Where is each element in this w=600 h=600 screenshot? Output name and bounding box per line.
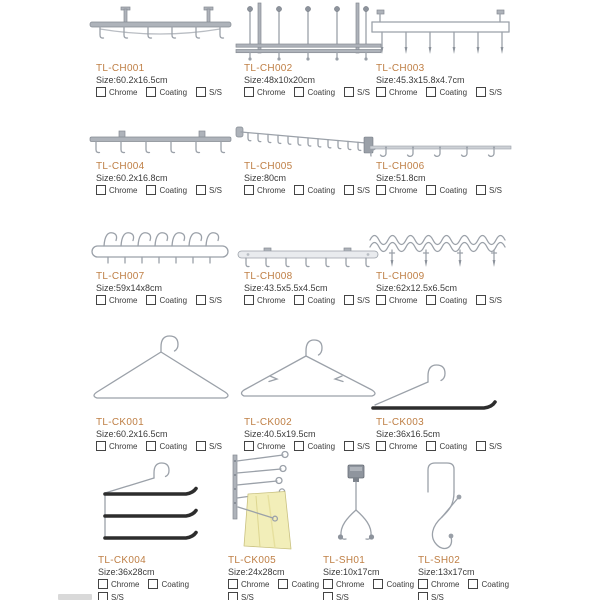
option-label: Chrome — [257, 185, 286, 195]
wire-clothes-hanger-image — [88, 326, 238, 416]
option-label: Chrome — [431, 579, 460, 589]
product-code: TL-CH001 — [96, 63, 145, 74]
product-code: TL-CH002 — [244, 63, 293, 74]
bar-rail-6-hooks-image — [88, 116, 238, 160]
option-ss[interactable] — [476, 87, 502, 97]
option-chrome[interactable] — [323, 579, 364, 589]
option-label: Coating — [161, 579, 190, 589]
checkbox-coating[interactable] — [294, 295, 304, 305]
product-size: Size:51.8cm — [376, 173, 426, 183]
checkbox-ss[interactable] — [476, 295, 486, 305]
notched-wire-hanger-image — [236, 326, 386, 416]
finish-options — [228, 579, 320, 600]
option-label: Chrome — [389, 441, 418, 451]
option-chrome[interactable] — [98, 579, 139, 589]
option-label: Coating — [439, 441, 468, 451]
option-label: Coating — [439, 87, 468, 97]
checkbox-chrome[interactable] — [96, 185, 106, 195]
zigzag-wire-rack-image — [368, 214, 518, 270]
product-size: Size:43.5x5.5x4.5cm — [244, 283, 328, 293]
option-ss[interactable] — [344, 295, 370, 305]
checkbox-coating[interactable] — [468, 579, 478, 589]
finish-options — [98, 579, 208, 600]
finish-options — [96, 185, 238, 195]
option-ss[interactable] — [476, 185, 502, 195]
option-chrome[interactable] — [96, 87, 137, 97]
option-label: S/S — [489, 87, 502, 97]
product-card-tl-sh01 — [315, 448, 415, 600]
product-code: TL-CH005 — [244, 161, 293, 172]
option-label: Coating — [159, 295, 188, 305]
option-chrome[interactable] — [228, 579, 269, 589]
scan-artifact — [58, 594, 92, 600]
checkbox-chrome[interactable] — [244, 185, 254, 195]
option-coating[interactable] — [278, 579, 319, 589]
option-label: S/S — [209, 185, 222, 195]
pants-hanger-3-bars-image — [90, 448, 208, 554]
finish-options — [376, 295, 518, 305]
over-door-rail-6-hooks-image — [88, 6, 238, 62]
finish-options — [376, 185, 518, 195]
product-size: Size:48x10x20cm — [244, 75, 316, 85]
option-label: S/S — [431, 592, 444, 600]
over-door-s-hook-image — [410, 448, 510, 554]
checkbox-coating[interactable] — [146, 295, 156, 305]
option-label: Coating — [159, 441, 188, 451]
product-card-tl-ch008 — [236, 214, 386, 305]
checkbox-coating[interactable] — [294, 185, 304, 195]
checkbox-ss[interactable] — [196, 295, 206, 305]
finish-options — [96, 87, 238, 97]
checkbox-ss[interactable] — [228, 592, 238, 600]
checkbox-chrome[interactable] — [96, 295, 106, 305]
product-code: TL-CH009 — [376, 271, 425, 282]
product-size: Size:36x16.5cm — [376, 429, 441, 439]
checkbox-coating[interactable] — [146, 185, 156, 195]
option-ss[interactable] — [344, 87, 370, 97]
option-coating[interactable] — [148, 579, 189, 589]
option-label: S/S — [336, 592, 349, 600]
option-chrome[interactable] — [96, 185, 137, 195]
option-label: Chrome — [257, 87, 286, 97]
finish-options — [244, 87, 386, 97]
option-ss[interactable] — [196, 185, 222, 195]
product-size: Size:59x14x8cm — [96, 283, 163, 293]
option-chrome[interactable] — [244, 87, 285, 97]
checkbox-ss[interactable] — [196, 87, 206, 97]
option-label: S/S — [357, 295, 370, 305]
flat-rail-7-hooks-image — [236, 214, 386, 270]
option-label: S/S — [357, 87, 370, 97]
option-coating[interactable] — [468, 579, 509, 589]
checkbox-chrome[interactable] — [98, 579, 108, 589]
product-code: TL-SH01 — [323, 555, 366, 566]
option-label: S/S — [489, 441, 502, 451]
option-label: S/S — [209, 295, 222, 305]
option-label: Coating — [307, 295, 336, 305]
checkbox-coating[interactable] — [373, 579, 383, 589]
checkbox-chrome[interactable] — [244, 87, 254, 97]
option-label: Chrome — [389, 185, 418, 195]
option-label: Chrome — [241, 579, 270, 589]
product-size: Size:80cm — [244, 173, 287, 183]
product-size: Size:60.2x16.5cm — [96, 429, 168, 439]
checkbox-chrome[interactable] — [96, 87, 106, 97]
option-ss[interactable] — [323, 592, 349, 600]
option-label: S/S — [209, 87, 222, 97]
product-code: TL-CH007 — [96, 271, 145, 282]
option-ss[interactable] — [418, 592, 444, 600]
product-card-tl-ch001 — [88, 6, 238, 97]
product-card-tl-ck001 — [88, 326, 238, 451]
checkbox-chrome[interactable] — [323, 579, 333, 589]
product-card-tl-ch004 — [88, 116, 238, 195]
option-label: Chrome — [389, 87, 418, 97]
checkbox-coating[interactable] — [278, 579, 288, 589]
option-chrome[interactable] — [376, 185, 417, 195]
checkbox-ss[interactable] — [344, 185, 354, 195]
option-coating[interactable] — [294, 87, 335, 97]
product-size: Size:40.5x19.5cm — [244, 429, 316, 439]
option-label: Coating — [439, 185, 468, 195]
product-code: TL-CK004 — [98, 555, 146, 566]
product-card-tl-ch007 — [88, 214, 238, 305]
option-label: S/S — [357, 441, 370, 451]
option-label: S/S — [357, 185, 370, 195]
option-label: S/S — [489, 185, 502, 195]
checkbox-coating[interactable] — [146, 87, 156, 97]
option-coating[interactable] — [426, 87, 467, 97]
option-label: Chrome — [257, 441, 286, 451]
option-chrome[interactable] — [244, 185, 285, 195]
swing-arm-towel-rack-image — [220, 448, 320, 554]
checkbox-chrome[interactable] — [376, 87, 386, 97]
option-label: Coating — [307, 185, 336, 195]
option-label: Chrome — [109, 87, 138, 97]
capsule-rail-7-hooks-image — [88, 214, 238, 270]
product-size: Size:36x28cm — [98, 567, 155, 577]
option-label: Coating — [307, 87, 336, 97]
wire-frame-6-hook-rack-image — [368, 6, 518, 62]
option-label: Chrome — [109, 295, 138, 305]
option-ss[interactable] — [196, 295, 222, 305]
option-chrome[interactable] — [244, 295, 285, 305]
option-label: S/S — [241, 592, 254, 600]
product-card-tl-ck003 — [368, 326, 518, 451]
option-label: Chrome — [109, 185, 138, 195]
option-chrome[interactable] — [376, 295, 417, 305]
option-ss[interactable] — [196, 87, 222, 97]
option-label: Coating — [307, 441, 336, 451]
finish-options — [376, 87, 518, 97]
product-size: Size:10x17cm — [323, 567, 380, 577]
checkbox-ss[interactable] — [476, 87, 486, 97]
option-label: Coating — [159, 185, 188, 195]
product-card-tl-ck005 — [220, 448, 320, 600]
option-chrome[interactable] — [376, 87, 417, 97]
product-code: TL-CH003 — [376, 63, 425, 74]
checkbox-coating[interactable] — [426, 295, 436, 305]
option-label: Chrome — [257, 295, 286, 305]
finish-options — [323, 579, 415, 600]
product-card-tl-ck004 — [90, 448, 208, 600]
product-code: TL-CH006 — [376, 161, 425, 172]
product-size: Size:13x17cm — [418, 567, 475, 577]
checkbox-ss[interactable] — [418, 592, 428, 600]
checkbox-ss[interactable] — [98, 592, 108, 600]
checkbox-ss[interactable] — [344, 295, 354, 305]
checkbox-ss[interactable] — [196, 185, 206, 195]
finish-options — [244, 295, 386, 305]
product-code: TL-CK003 — [376, 417, 424, 428]
product-code: TL-CK005 — [228, 555, 276, 566]
checkbox-ss[interactable] — [476, 185, 486, 195]
option-label: Coating — [386, 579, 415, 589]
finish-options — [244, 185, 386, 195]
option-label: Chrome — [111, 579, 140, 589]
option-label: S/S — [111, 592, 124, 600]
option-ss[interactable] — [98, 592, 124, 600]
finish-options — [418, 579, 510, 600]
option-label: Chrome — [336, 579, 365, 589]
product-card-tl-sh02 — [410, 448, 510, 600]
option-label: S/S — [489, 295, 502, 305]
checkbox-chrome[interactable] — [418, 579, 428, 589]
pants-hanger-image — [368, 326, 518, 416]
product-code: TL-CH004 — [96, 161, 145, 172]
product-size: Size:60.2x16.8cm — [96, 173, 168, 183]
product-card-tl-ck002 — [236, 326, 386, 451]
option-coating[interactable] — [373, 579, 414, 589]
product-card-tl-ch005 — [236, 116, 386, 195]
product-size: Size:62x12.5x6.5cm — [376, 283, 458, 293]
checkbox-ss[interactable] — [323, 592, 333, 600]
checkbox-coating[interactable] — [426, 87, 436, 97]
over-door-5-post-rack-image — [236, 6, 386, 62]
option-label: Coating — [159, 87, 188, 97]
product-card-tl-ch009 — [368, 214, 518, 305]
option-ss[interactable] — [476, 295, 502, 305]
checkbox-chrome[interactable] — [376, 185, 386, 195]
option-coating[interactable] — [146, 87, 187, 97]
option-coating[interactable] — [426, 185, 467, 195]
option-label: S/S — [209, 441, 222, 451]
rail-with-s-hooks-image — [236, 116, 386, 160]
checkbox-coating[interactable] — [294, 87, 304, 97]
option-coating[interactable] — [426, 295, 467, 305]
option-chrome[interactable] — [96, 295, 137, 305]
option-label: Chrome — [109, 441, 138, 451]
option-coating[interactable] — [294, 295, 335, 305]
option-ss[interactable] — [228, 592, 254, 600]
option-label: Chrome — [389, 295, 418, 305]
product-size: Size:60.2x16.5cm — [96, 75, 168, 85]
checkbox-chrome[interactable] — [244, 295, 254, 305]
product-card-tl-ch006 — [368, 116, 518, 195]
option-label: Coating — [481, 579, 510, 589]
product-card-tl-ch003 — [368, 6, 518, 97]
option-label: Coating — [439, 295, 468, 305]
product-code: TL-CH008 — [244, 271, 293, 282]
checkbox-coating[interactable] — [148, 579, 158, 589]
over-door-double-hook-image — [315, 448, 415, 554]
option-ss[interactable] — [344, 185, 370, 195]
option-chrome[interactable] — [418, 579, 459, 589]
option-label: Coating — [291, 579, 320, 589]
checkbox-chrome[interactable] — [228, 579, 238, 589]
product-size: Size:45.3x15.8x4.7cm — [376, 75, 465, 85]
product-code: TL-CK002 — [244, 417, 292, 428]
option-coating[interactable] — [146, 295, 187, 305]
product-size: Size:24x28cm — [228, 567, 285, 577]
finish-options — [96, 295, 238, 305]
checkbox-ss[interactable] — [344, 87, 354, 97]
checkbox-coating[interactable] — [426, 185, 436, 195]
product-code: TL-CK001 — [96, 417, 144, 428]
product-card-tl-ch002 — [236, 6, 386, 97]
product-code: TL-SH02 — [418, 555, 461, 566]
checkbox-chrome[interactable] — [376, 295, 386, 305]
option-coating[interactable] — [294, 185, 335, 195]
option-coating[interactable] — [146, 185, 187, 195]
slim-rail-5-hooks-image — [368, 116, 518, 160]
